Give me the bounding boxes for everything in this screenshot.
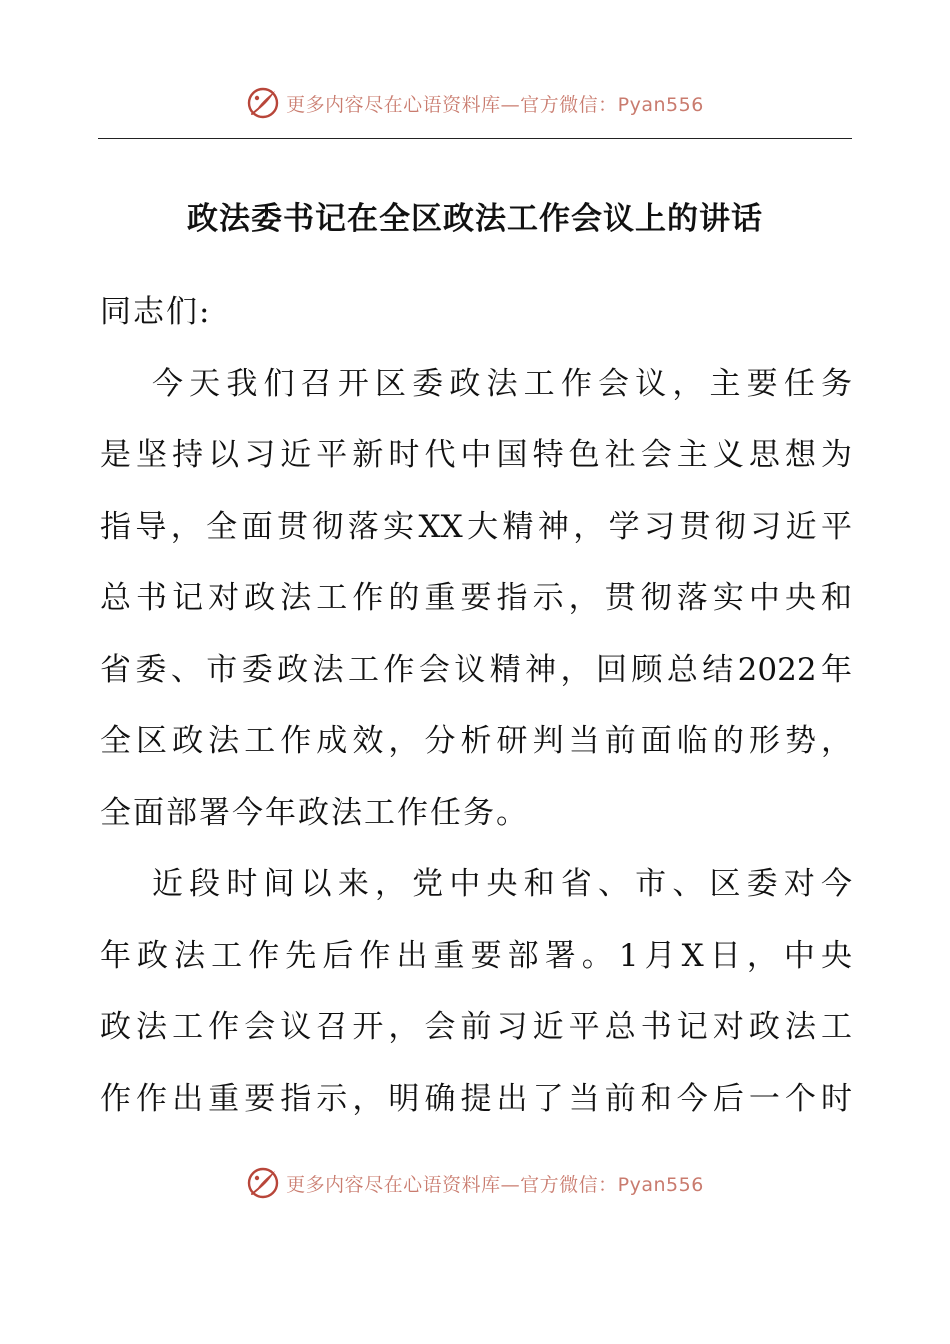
paragraph-line: 近段时间以来，党中央和省、市、区委对今: [152, 866, 852, 902]
salutation: 同志们:: [100, 294, 212, 330]
banner-wechat-id: Pyan556: [617, 1173, 704, 1196]
banner-text: 更多内容尽在心语资料库—官方微信：Pyan556: [286, 93, 704, 116]
document-body: [100, 282, 852, 1140]
paragraph-line: 指导，全面贯彻落实XX大精神，学习贯彻习近平: [100, 508, 852, 545]
paragraph-line: 全区政法工作成效，分析研判当前面临的形势，: [100, 723, 852, 759]
quill-logo-icon: [246, 1166, 280, 1200]
paragraph-line: 作作出重要指示，明确提出了当前和今后一个时: [100, 1080, 852, 1117]
banner-text: 更多内容尽在心语资料库—官方微信：Pyan556: [286, 1173, 704, 1196]
paragraph-line: 总书记对政法工作的重要指示，贯彻落实中央和: [100, 580, 852, 616]
header-banner: [0, 83, 950, 123]
paragraph-line: 年政法工作先后作出重要部署。1月X日，中央: [100, 937, 852, 974]
paragraph-line: 是坚持以习近平新时代中国特色社会主义思想为: [100, 437, 852, 473]
banner-wechat-id: Pyan556: [617, 93, 704, 116]
paragraph-line: 政法工作会议召开，会前习近平总书记对政法工: [100, 1009, 852, 1045]
quill-logo-icon: [246, 86, 280, 120]
paragraph-line: 今天我们召开区委政法工作会议，主要任务: [152, 365, 852, 402]
paragraph-line: 省委、市委政法工作会议精神，回顾总结2022年: [100, 651, 852, 688]
footer-banner: [0, 1163, 950, 1203]
header-divider: [98, 138, 852, 139]
paragraph-line: 全面部署今年政法工作任务。: [100, 794, 529, 831]
document-title: 政法委书记在全区政法工作会议上的讲话: [187, 201, 763, 237]
